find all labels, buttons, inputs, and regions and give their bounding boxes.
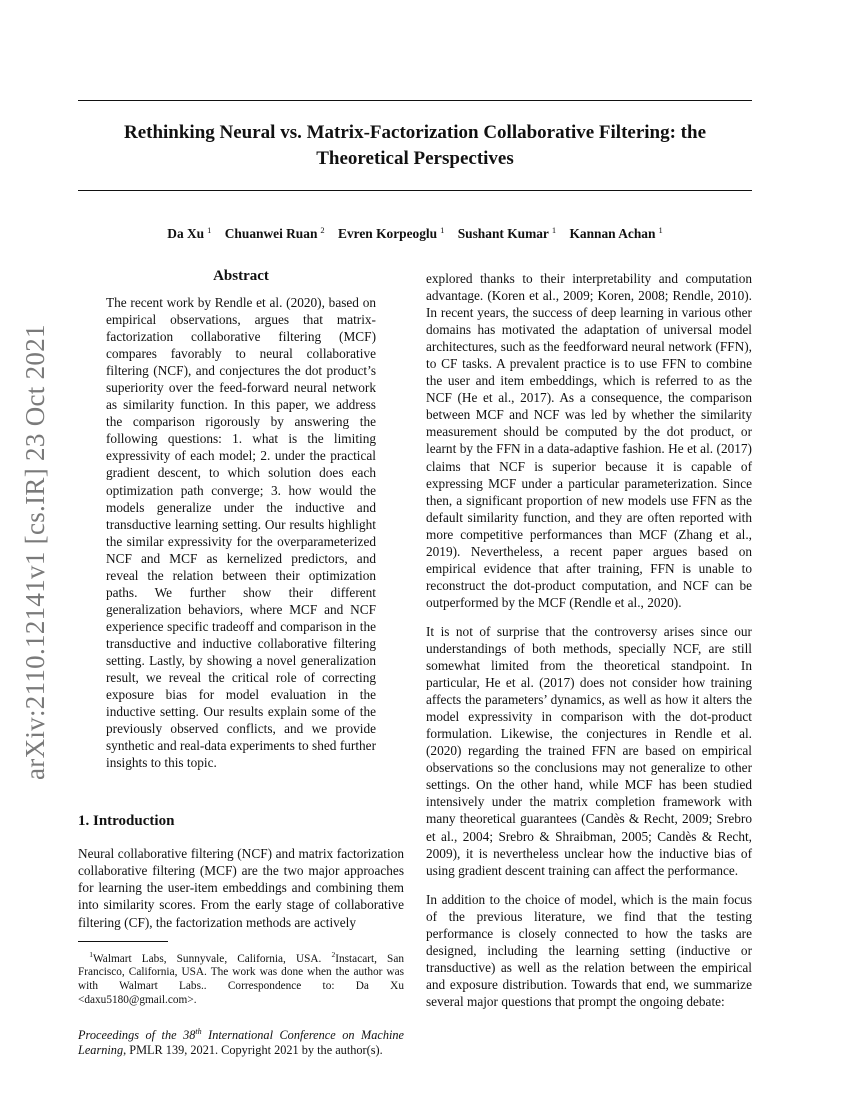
footnote-mark-2: 2 [331, 949, 336, 959]
author [569, 226, 662, 241]
author-affiliation: 1 [207, 225, 212, 235]
footnote [78, 948, 404, 1008]
proceedings-venue-a: Proceedings of the 38 [78, 1027, 196, 1042]
proceedings-note [78, 1024, 404, 1059]
author [458, 226, 556, 241]
author-name: Evren Korpeoglu [338, 226, 438, 242]
right-column [426, 270, 752, 1010]
abstract-text: The recent work by Rendle et al. (2020), based on empirical observations, argues that matrix-factorization collaborative filtering (MCF) compares favorably to neural collaborative filtering (NCF), and conjectures the dot product’s superiority over the feed-forward neural network as similarity function. In this paper, we address the comparison rigorously by answering the following questions: 1. what is the limiting expressivity of each model; 2. under the practical gradient descent, to which solution does each optimization path converge; 3. how would the models generalize under the inductive and transductive learning setting. Our results highlight the similar expressivity for the overparameterized NCF and MCF as kernelized predictors, and reveal the relation between their optimization paths. We further show their different generalization behaviors, where MCF and NCF experience specific tradeoff and comparison in the transductive and inductive collaborative filtering setting. Lastly, by showing a novel generalization result, we reveal the critical role of correcting exposure bias for model evaluation in the inductive setting. Our results explain some of the previously observed conflicts, and we provide synthetic and real-data experiments to shed further insights to this topic. [106, 295, 376, 771]
proceedings-venue-sup: th [195, 1026, 202, 1036]
proceedings-copyright: , PMLR 139, 2021. Copyright 2021 by the author(s). [123, 1043, 383, 1057]
introduction-paragraph-1: Neural collaborative filtering (NCF) and matrix factorization collaborative filtering (MCF) are the two major approaches for learning the user-item embeddings and combining them into similarity scores. From the early stage of collaborative filtering (CF), the factorization methods are actively [78, 846, 404, 930]
footnote-affiliation-2: Instacart, San Francisco, California, USA. The work was done when the author was with Walmart Labs.. Correspondence to: Da Xu <daxu5180@gmail.com>. [78, 952, 404, 1006]
introduction-paragraph-1-continued: explored thanks to their interpretability and computation advantage. (Koren et al., 2009; Koren, 2008; Rendle, 2010). In recent years, the success of deep learning in various other domains has motivated the adaptation of universal model architectures, such as the feedforward neural network (FFN), to CF tasks. A prevalent practice is to use FFN to combine the user and item embeddings, which is referred to as the NCF (He et al., 2017). As a consequence, the comparison between MCF and NCF was led by whether the similarity measurement should be computed by the dot product, or learnt by the FFN in a data-adaptive fashion. He et al. (2017) claims that NCF is superior because it is capable of expressing MCF under a particular parameterization. Since then, a significant proportion of new models use FFN as the default similarity function, and they are often reported with more competitive performances than MCF (Zhang et al., 2019). Nevertheless, a recent paper argues based on empirical evidence that after training, FFN is unable to reconstruct the dot-product computation, and NCF can be outperformed by the MCF (Rendle et al., 2020). [426, 271, 752, 610]
title-line-2: Theoretical Perspectives [316, 148, 514, 169]
author [167, 226, 211, 241]
author-name: Kannan Achan [569, 226, 656, 242]
title-line-1: Rethinking Neural vs. Matrix-Factorization Collaborative Filtering: the [123, 122, 707, 143]
author-name: Chuanwei Ruan [224, 226, 318, 242]
footnote-rule [78, 941, 168, 942]
arxiv-identifier-stamp: arXiv:2110.12141v1 [cs.IR] 23 Oct 2021 [20, 324, 50, 780]
author-affiliation: 1 [440, 225, 445, 235]
abstract-heading: Abstract [213, 268, 269, 284]
author-list [78, 221, 752, 243]
introduction-heading: 1. Introduction [78, 813, 175, 830]
author-affiliation: 1 [658, 225, 663, 235]
proceedings-venue-b: International Conference on Machine Learning [78, 1027, 405, 1057]
left-column [78, 266, 404, 1058]
footnote-mark-1: 1 [89, 949, 94, 959]
footnote-affiliation-1: Walmart Labs, Sunnyvale, California, USA. [93, 952, 332, 965]
author-name: Sushant Kumar [457, 226, 549, 242]
author-affiliation: 1 [551, 225, 557, 235]
footnote-text [78, 948, 404, 1008]
proceedings-text [78, 1024, 404, 1059]
author-affiliation: 2 [320, 225, 325, 235]
introduction-paragraph-2: It is not of surprise that the controversy arises since our understandings of both methods, specially NCF, are still somewhat limited from the theoretical standpoint. In particular, He et al. (2017) does not consider how training affects the parameters’ dynamics, as well as how it alters the model expressivity in comparison with the dot-product formulation. Likewise, the conjectures in Rendle et al. (2020) regarding the trained FFN are based on empirical observations so the conclusions may not generalize to other settings. On the other hand, while MCF has been studied intensively under the matrix completion framework with many theoretical guarantees (Candès & Recht, 2009; Srebro et al., 2004; Srebro & Shraibman, 2005; Candès & Recht, 2009), it is nevertheless unclear how the inductive bias of using gradient descent training can affect the performance. [426, 623, 752, 878]
abstract-body [78, 294, 404, 771]
top-rule [78, 100, 752, 101]
author [338, 226, 444, 241]
introduction-paragraph-3: In addition to the choice of model, which is the main focus of the previous literature, we find that the testing performance is closely connected to how the tasks are designed, including the learning setting (inductive or transductive) as well as the relation between the empirical and exposure distribution. Towards that end, we summarize several major questions that prompt the ongoing debate: [426, 891, 752, 1009]
title-bottom-rule [78, 190, 752, 191]
paper-title [78, 120, 752, 172]
author [225, 226, 325, 241]
author-name: Da Xu [167, 226, 205, 242]
